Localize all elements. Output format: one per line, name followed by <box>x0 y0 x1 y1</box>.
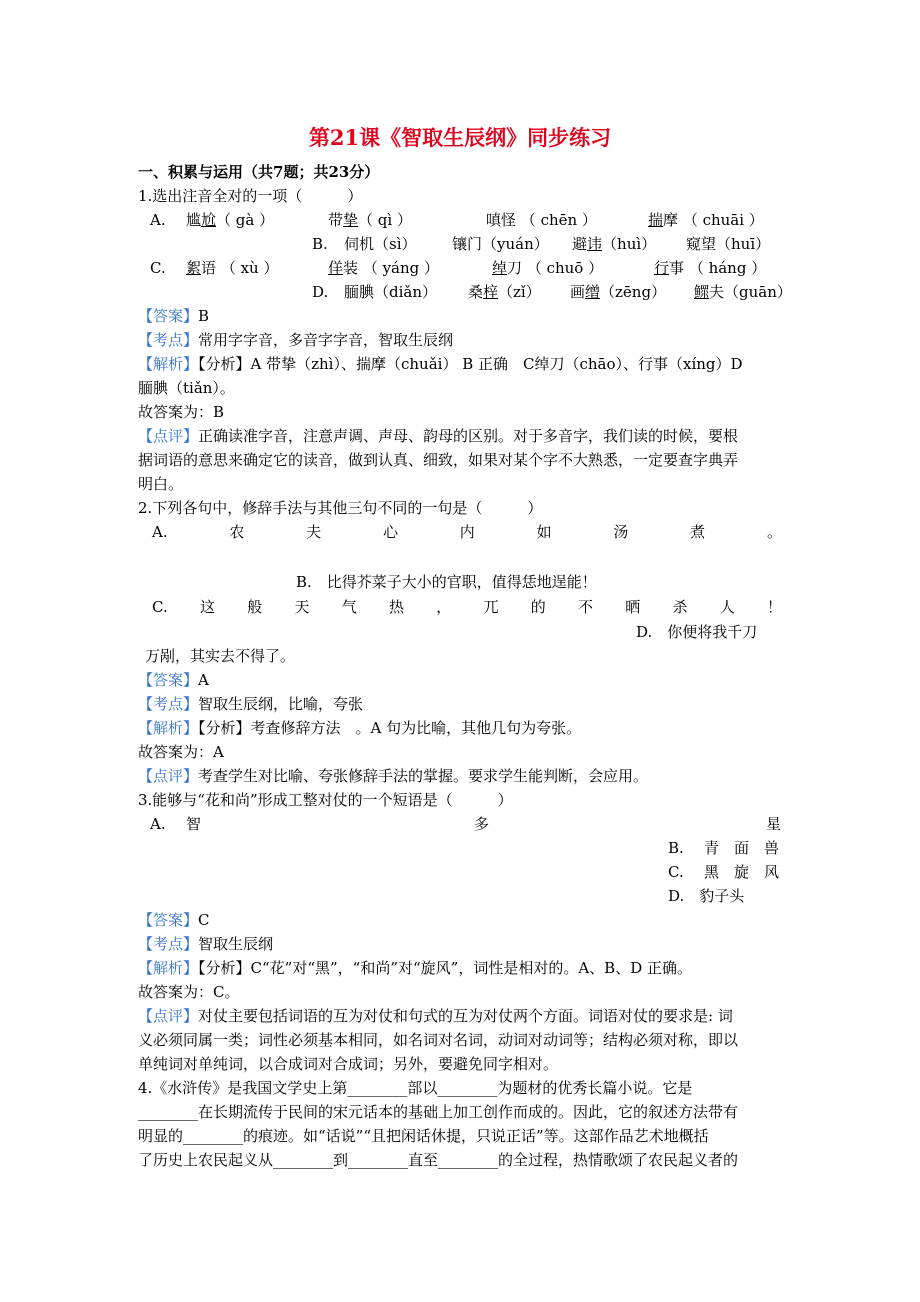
q3-point: 【考点】智取生辰纲 <box>138 935 274 953</box>
q3-review-cont-1: 义必须同属一类；词性必须基本相同，如名词对名词，动词对动词等；结构必须对称，即以 <box>138 1031 739 1049</box>
section-heading: 一、积累与运用（共7题；共23分） <box>138 163 380 181</box>
q3-option-a: A. 智 多 星 <box>150 815 782 833</box>
q1-option-c: C. 絮语 （ xù ） 佯装 （ yáng ） 绰刀 （ chuō ） 行事 （ háng ） <box>150 259 767 277</box>
q2-analysis: 【解析】【分析】考查修辞方法 。A 句为比喻，其他几句为夸张。 <box>138 719 582 737</box>
q3-review: 【点评】对仗主要包括词语的互为对仗和句式的互为对仗两个方面。词语对仗的要求是: 词 <box>138 1007 733 1025</box>
q2-review: 【点评】考查学生对比喻、夸张修辞手法的掌握。要求学生能判断，会应用。 <box>138 767 649 785</box>
q1-review-cont-2: 明白。 <box>138 475 184 493</box>
q1-option-d: D. 腼腆（diǎn） 桑梓（zǐ） 画缯（zēng） 鳏夫（guān） <box>312 283 792 301</box>
q3-answer: 【答案】C <box>138 911 210 929</box>
q2-stem: 2.下列各句中，修辞手法与其他三句不同的一句是（ ） <box>138 499 543 517</box>
q3-conclusion: 故答案为：C。 <box>138 983 240 1001</box>
q2-answer: 【答案】A <box>138 671 209 689</box>
q4-line-4: 了历史上农民起义从________到________直至________的全过程，热情歌颂了农民起义者的 <box>138 1151 739 1169</box>
q3-option-c: C. 黑 旋 风 <box>668 863 780 881</box>
q1-analysis-cont: 腼腆（tiǎn）。 <box>138 379 235 397</box>
q1-review: 【点评】正确读准字音，注意声调、声母、韵母的区别。对于多音字，我们读的时候，要根 <box>138 427 739 445</box>
q2-option-d-cont: 万剐，其实去不得了。 <box>145 647 296 665</box>
q2-conclusion: 故答案为：A <box>138 743 224 761</box>
q3-review-cont-2: 单纯词对单纯词，以合成词对合成词；另外，要避免同字相对。 <box>138 1055 559 1073</box>
q1-answer: 【答案】B <box>138 307 210 325</box>
q2-option-b: B. 比得芥菜子大小的官职，值得恁地逞能！ <box>296 573 597 591</box>
q3-option-d: D. 豹子头 <box>668 887 745 905</box>
q1-stem: 1.选出注音全对的一项（ ） <box>138 187 363 205</box>
q1-conclusion: 故答案为：B <box>138 403 225 421</box>
q4-line-3: 明显的________的痕迹。如“话说”“且把闲话休提，只说正话”等。这部作品艺术地概括 <box>138 1127 709 1145</box>
q2-option-d: D. 你便将我千刀 <box>636 623 758 641</box>
page-title: 第21课《智取生辰纲》同步练习 <box>308 125 612 150</box>
q1-point: 【考点】常用字字音，多音字字音，智取生辰纲 <box>138 331 454 349</box>
q1-review-cont-1: 据词语的意思来确定它的读音，做到认真、细致，如果对某个字不大熟悉，一定要查字典弄 <box>138 451 739 469</box>
q1-option-b: B. 伺机（sì） 镶门（yuán） 避讳（huì） 窥望（huī） <box>312 235 771 253</box>
q2-option-c: C. 这 般 天 气 热 ， 兀 的 不 晒 杀 人 ！ <box>152 598 782 616</box>
q3-stem: 3.能够与“花和尚”形成工整对仗的一个短语是（ ） <box>138 791 513 809</box>
q3-analysis: 【解析】【分析】C“花”对“黑”，“和尚”对“旋风”，词性是相对的。A、B、D 正确。 <box>138 959 692 977</box>
q1-analysis: 【解析】【分析】A 带挚（zhì）、揣摩（chuǎi） B 正确 C绰刀（chāo）、行事（xíng）D <box>138 355 743 373</box>
q4-line-1: 4.《水浒传》是我国文学史上第________部以________为题材的优秀长篇小说。它是 <box>138 1079 693 1097</box>
q2-option-a: A. 农 夫 心 内 如 汤 煮 。 <box>152 523 782 541</box>
q3-option-b: B. 青 面 兽 <box>668 839 780 857</box>
q1-option-a: A. 尴尬（ gà ） 带挚（ qì ） 嗔怪 （ chēn ） 揣摩 （ chuāi ） <box>150 211 764 229</box>
q2-point: 【考点】智取生辰纲，比喻，夸张 <box>138 695 364 713</box>
q4-line-2: ________在长期流传于民间的宋元话本的基础上加工创作而成的。因此，它的叙述方法带有 <box>138 1103 739 1121</box>
